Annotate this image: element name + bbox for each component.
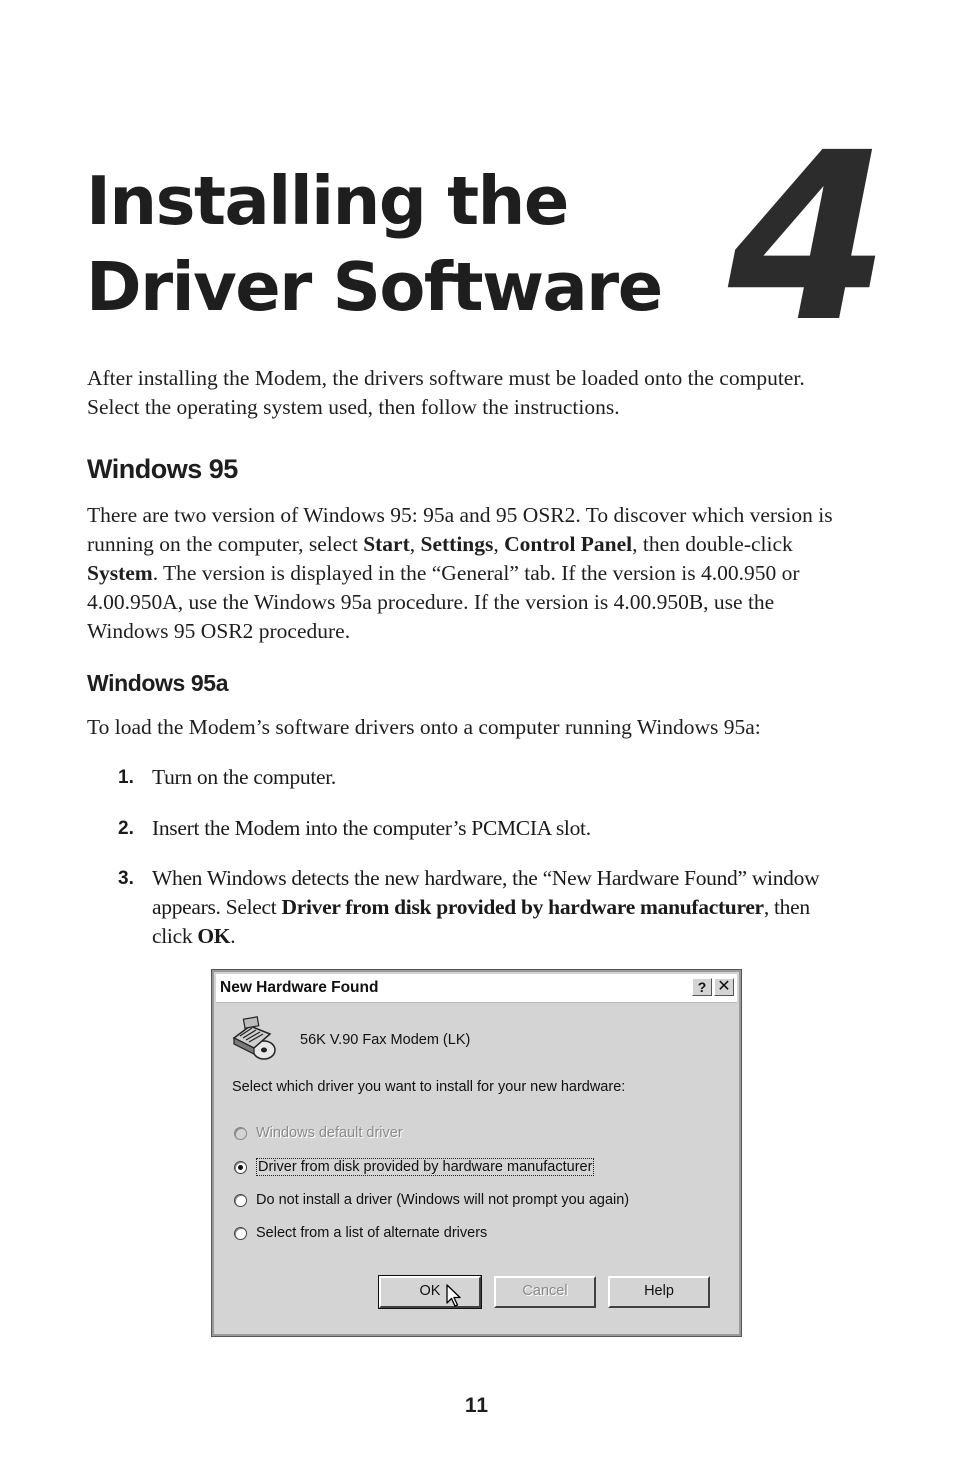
- dialog-titlebar[interactable]: [216, 974, 737, 1003]
- chapter-number: 4: [728, 103, 884, 373]
- option-label: Select from a list of alternate drivers: [256, 1225, 488, 1241]
- text-run: , then click: [152, 895, 810, 948]
- bold-start: Start: [363, 532, 410, 556]
- chapter-title-line-2: Driver Software: [86, 248, 662, 326]
- bold-system: System: [87, 561, 153, 585]
- bold-control-panel: Control Panel: [504, 532, 633, 556]
- radio-button[interactable]: [234, 1127, 247, 1140]
- new-hardware-found-dialog: [212, 970, 741, 1336]
- ok-button[interactable]: OK: [379, 1276, 481, 1308]
- mouse-pointer-icon: [446, 1284, 462, 1308]
- section-heading-windows-95: Windows 95: [87, 454, 238, 484]
- option-label: Do not install a driver (Windows will not prompt you again): [256, 1192, 630, 1208]
- bold-ok: OK: [197, 924, 231, 948]
- step-number: 3.: [118, 868, 134, 889]
- chapter-title: [86, 158, 662, 330]
- step-text: Insert the Modem into the computer’s PCMCIA slot.: [152, 816, 591, 840]
- help-icon[interactable]: ?: [692, 978, 712, 996]
- text-run: , then double-click: [632, 532, 793, 556]
- step-text: [152, 864, 852, 951]
- windows-95-paragraph: [87, 501, 847, 646]
- modem-card-icon: [230, 1016, 280, 1062]
- cancel-button[interactable]: Cancel: [494, 1276, 596, 1308]
- option-label: Windows default driver: [256, 1125, 403, 1141]
- option-do-not-install[interactable]: [234, 1190, 629, 1210]
- text-run: ,: [493, 532, 505, 556]
- radio-button[interactable]: [234, 1227, 247, 1240]
- step-number: 2.: [118, 818, 134, 839]
- option-select-alternate[interactable]: [234, 1223, 487, 1243]
- option-windows-default-driver[interactable]: [234, 1123, 403, 1143]
- option-label: Driver from disk provided by hardware manufacturer: [258, 1159, 593, 1175]
- driver-prompt: Select which driver you want to install for your new hardware:: [232, 1079, 626, 1095]
- bold-driver-option: Driver from disk provided by hardware manufacturer: [281, 895, 764, 919]
- step-text: Turn on the computer.: [152, 765, 337, 789]
- windows-95a-intro: To load the Modem’s software drivers onto a computer running Windows 95a:: [87, 715, 761, 739]
- text-run: When Windows detects the new hardware, the “New Hardware Found” window appears. Select: [152, 866, 820, 919]
- device-name: 56K V.90 Fax Modem (LK): [300, 1032, 471, 1048]
- text-run: . The version is displayed in the “General” tab. If the version is 4.00.950 or 4.00.950A, use the Windows 95a procedure. If the version is 4.00.950B, use the Windows 95 OSR2 procedure.: [87, 561, 800, 643]
- chapter-title-line-1: Installing the: [86, 162, 568, 240]
- radio-button[interactable]: [234, 1194, 247, 1207]
- help-button[interactable]: Help: [608, 1276, 710, 1308]
- section-heading-windows-95a: Windows 95a: [87, 670, 229, 696]
- radio-button[interactable]: [234, 1161, 247, 1174]
- bold-settings: Settings: [420, 532, 494, 556]
- option-driver-from-disk[interactable]: [234, 1157, 594, 1177]
- page-number: 11: [464, 1394, 490, 1417]
- dialog-title: New Hardware Found: [220, 979, 379, 996]
- close-icon[interactable]: ✕: [714, 978, 734, 996]
- step-number: 1.: [118, 767, 134, 788]
- text-run: .: [230, 924, 236, 948]
- intro-paragraph: After installing the Modem, the drivers software must be loaded onto the computer. Select the operating system used, then follow the instructions.: [87, 366, 805, 419]
- text-run: There are two version of Windows 95: 95a and 95 OSR2. To discover which version is running on the computer, select: [87, 503, 833, 556]
- text-run: ,: [409, 532, 421, 556]
